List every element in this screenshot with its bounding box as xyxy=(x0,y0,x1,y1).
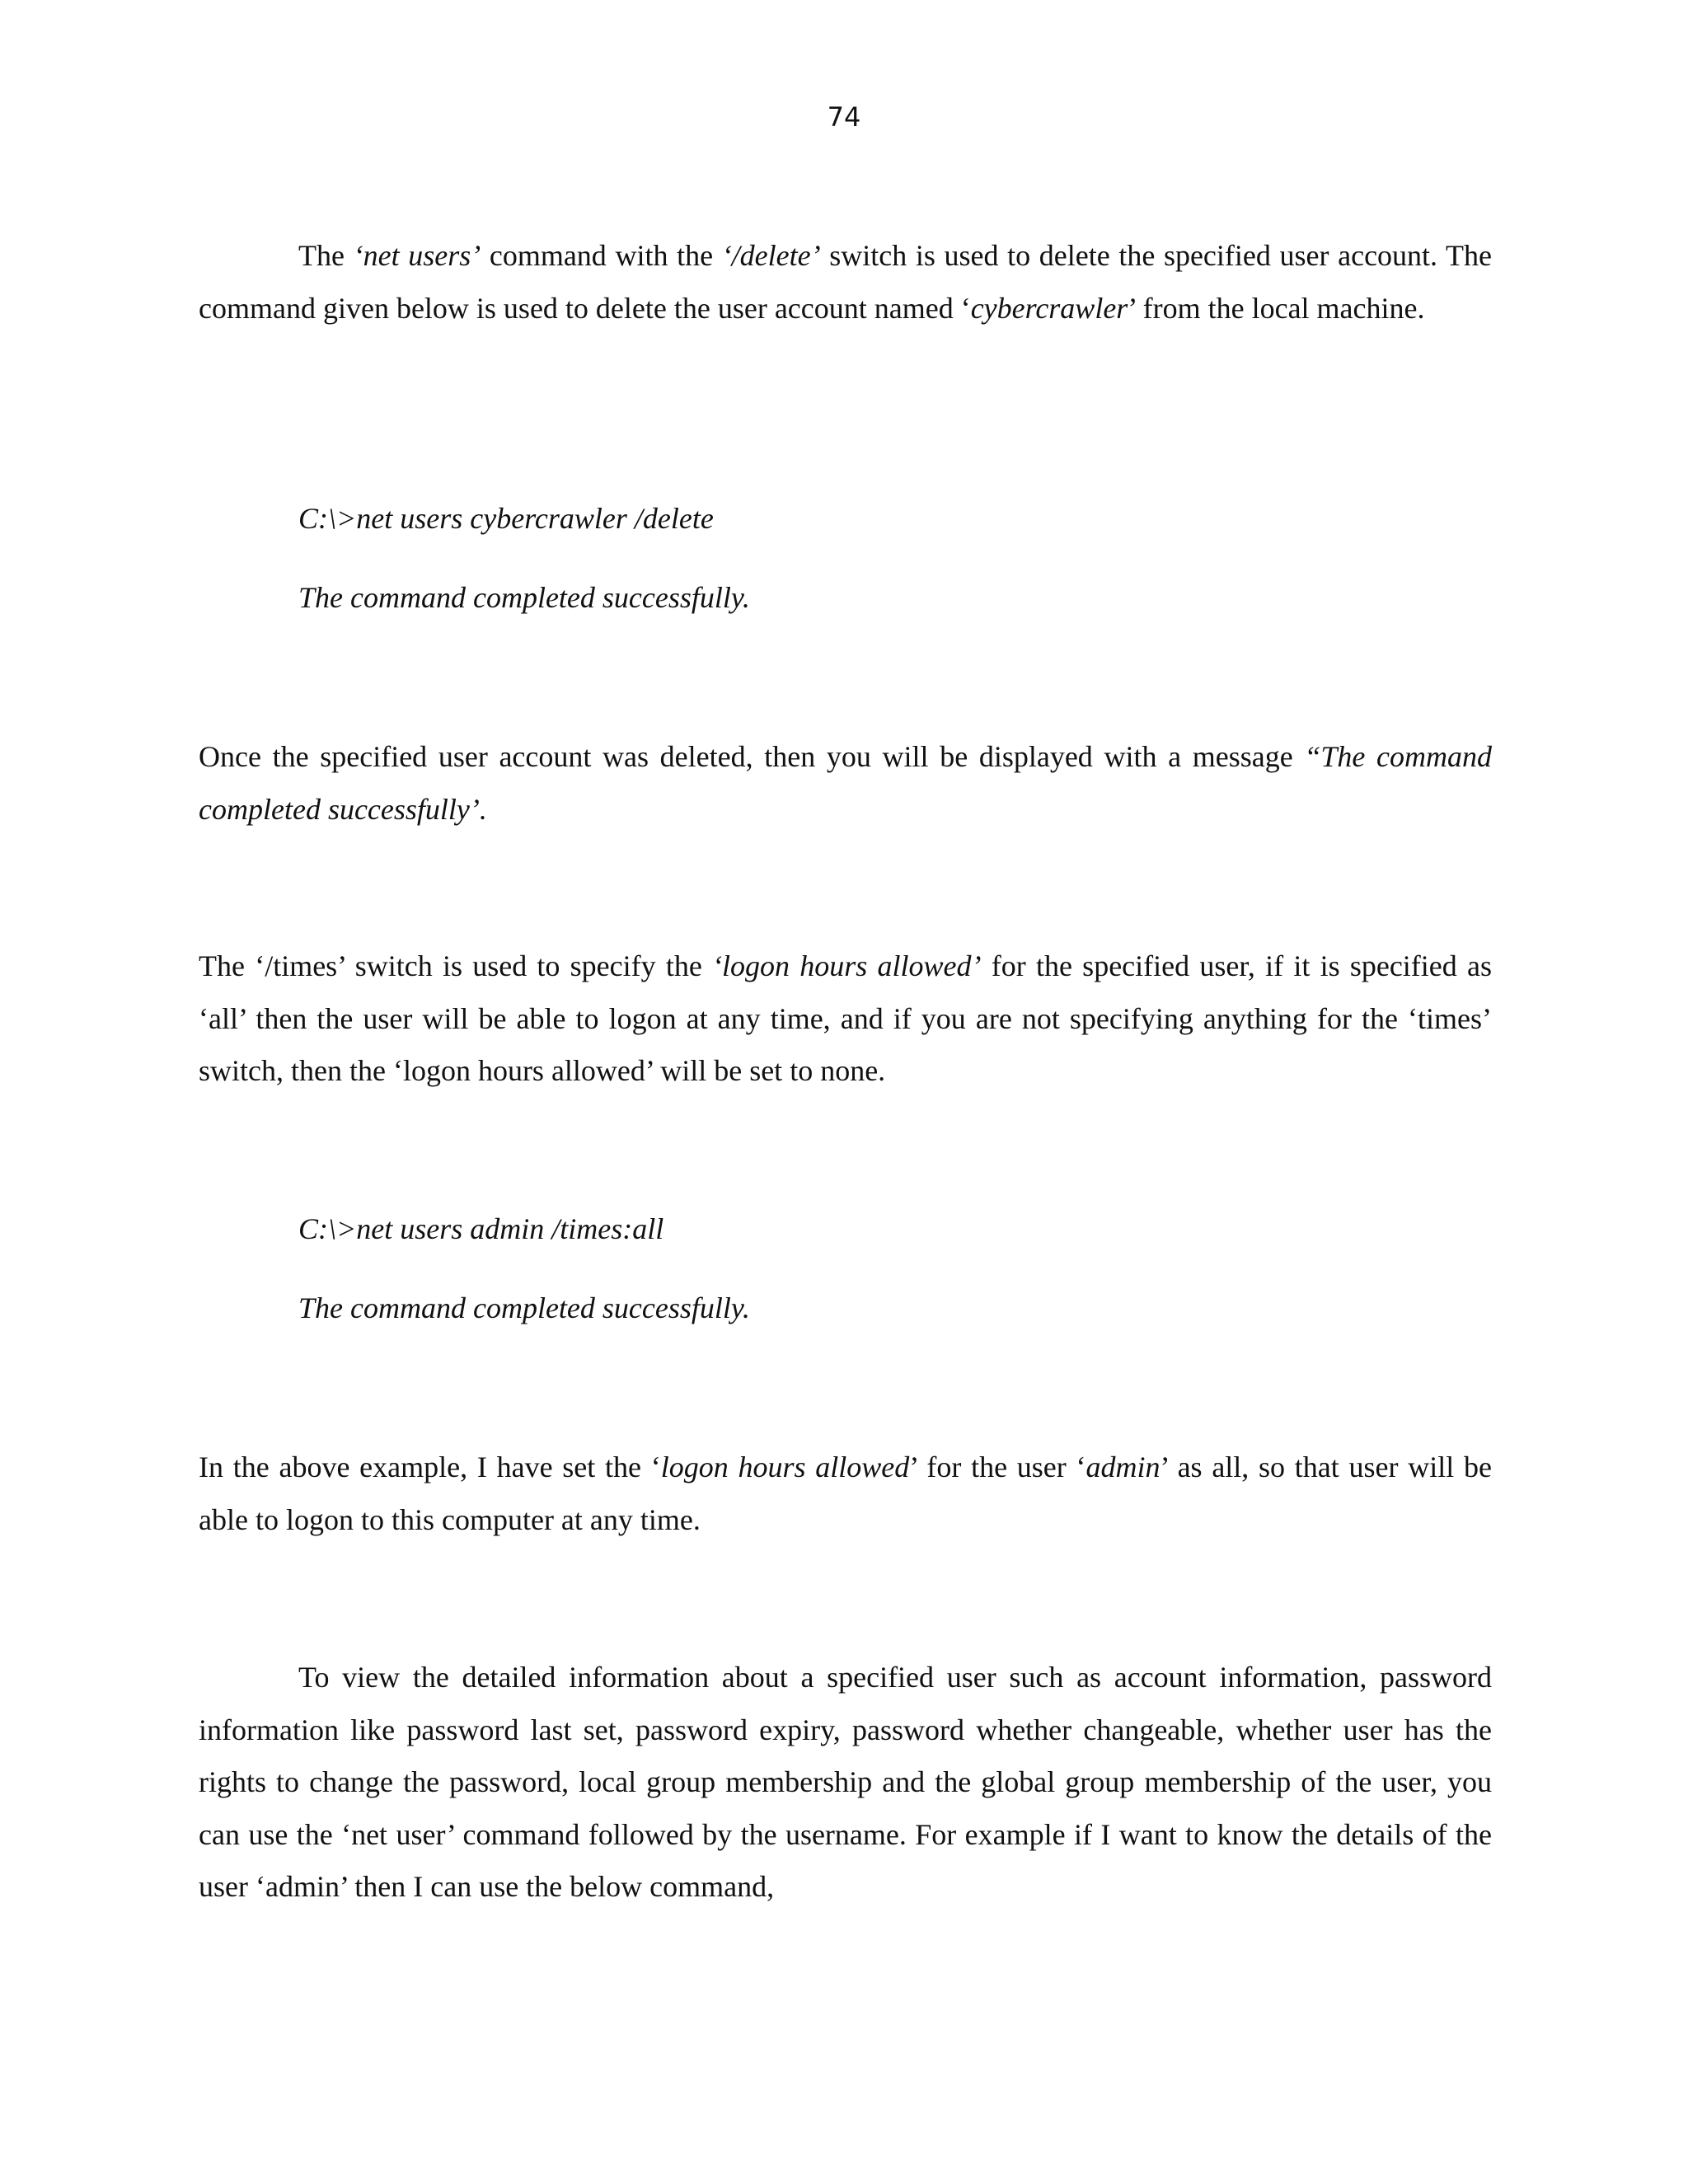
paragraph-times-explanation xyxy=(199,1441,1492,1546)
paragraph-times-switch xyxy=(199,940,1492,1098)
example-output-times: The command completed successfully. xyxy=(298,1291,750,1324)
example-command-delete: C:\>net users cybercrawler /delete xyxy=(298,502,714,535)
inline-logon-hours-term: logon hours allowed xyxy=(660,1451,910,1483)
paragraph-text: To view the detailed information about a specified user such as account information, password information like password last set, password expiry, password whether changeable, whether user has the rights to change the password, local group membership and the global group membership of the user, you can use the ‘net user’ command followed by the username. For example if I want to know the details of the user ‘admin’ then I can use the below command, xyxy=(199,1661,1492,1903)
example-command-times: C:\>net users admin /times:all xyxy=(298,1212,664,1245)
inline-username-term: admin xyxy=(1085,1451,1160,1483)
paragraph-text: ’ from the local machine. xyxy=(1128,291,1425,325)
page-number: 74 xyxy=(827,101,861,133)
paragraph-text: The ‘/times’ switch is used to specify the xyxy=(199,949,713,982)
inline-message-quote: “The command completed successfully’. xyxy=(199,740,1492,826)
paragraph-delete-switch xyxy=(199,230,1492,335)
paragraph-text: for the specified user, if it is specified as ‘all’ then the user will be able to logon at any time, and if you are not specifying anything for the ‘times’ switch, then the ‘logon hours allowed’ will be set to none. xyxy=(199,949,1492,1087)
example-output-delete: The command completed successfully. xyxy=(298,581,750,614)
paragraph-text: ’ as all, so that user will be able to logon to this computer at any time. xyxy=(199,1451,1492,1536)
paragraph-text: The xyxy=(298,239,354,272)
inline-switch-term: ‘/delete’ xyxy=(721,239,821,272)
paragraph-text: Once the specified user account was deleted, then you will be displayed with a message xyxy=(199,740,1305,773)
inline-command-term: ‘net users’ xyxy=(353,239,481,272)
inline-username-term: cybercrawler xyxy=(970,291,1128,325)
paragraph-delete-result xyxy=(199,731,1492,836)
paragraph-text: ’ for the user ‘ xyxy=(909,1451,1086,1483)
paragraph-text: In the above example, I have set the ‘ xyxy=(199,1451,661,1483)
paragraph-net-user-details xyxy=(199,1652,1492,1914)
paragraph-text: switch is used to delete the specified user account. The command given below is used to delete the user account named ‘ xyxy=(199,239,1492,325)
inline-logon-hours-term: ‘logon hours allowed’ xyxy=(712,949,982,982)
paragraph-text: command with the xyxy=(481,239,722,272)
